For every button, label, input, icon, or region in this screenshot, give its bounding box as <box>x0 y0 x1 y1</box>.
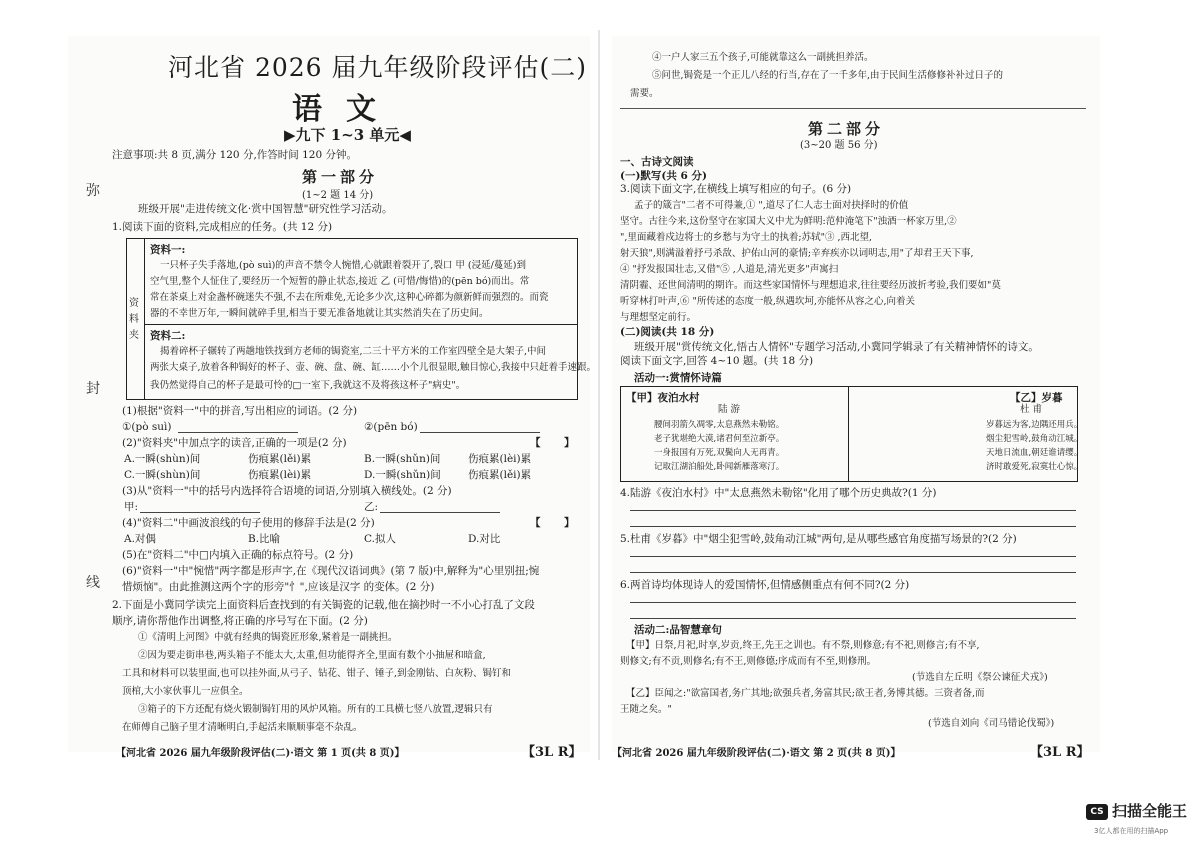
q1-1-stem: (1)根据"资料一"中的拼音,写出相应的词语。(2 分) <box>122 405 358 417</box>
q1-stem: 1.阅读下面的资料,完成相应的任务。(共 12 分) <box>112 221 333 233</box>
q2-item: ①《清明上河图》中就有经典的锔瓷匠形象,紧着是一副挑担。 <box>138 632 398 643</box>
material-2-line: 两张大桌子,放着各种锔好的杯子、壶、碗、盘、碗、缸……小个儿很显眼,触目惊心,我接中只赶着手速跟。 <box>150 362 597 373</box>
q2-item: 顶棺,大小家伙事儿一应俱全。 <box>122 686 249 697</box>
q3-line: 孟子的箴言"二者不可得兼,① ",道尽了仁人志士面对抉择时的价值 <box>634 200 909 211</box>
q1-1-b-answer-line[interactable] <box>420 432 540 433</box>
q5-stem: 5.杜甫《岁暮》中"烟尘犯雪岭,鼓角动江城"两句,是从哪些感官角度描写场景的?(2 分) <box>620 533 1017 545</box>
part-two-sub: (3~20 题 56 分) <box>800 140 878 151</box>
prose-b-line: 【乙】臣闻之:"欲富国者,务广其地;欲强兵者,务富其民;欲王者,务博其德。三资者备,而 <box>626 688 985 699</box>
poem-b-line: 岁暮远为客,边隅还用兵。 <box>986 420 1083 430</box>
unit-tag: ▶九下 1~3 单元◀ <box>284 126 411 144</box>
part-one-title: 第一部分 <box>302 168 379 186</box>
q2-item: 工具和材料可以装里面,也可以挂外面,从弓子、钻花、钳子、锤子,到金刚钻、白灰粉、锔钉和 <box>122 668 512 679</box>
material-1-line: 器的不幸世万年,一瞬间就碎手里,相当于要无准备地就让其实然消失在了历史间。 <box>150 308 489 319</box>
prose-a-line: 则修文;有不贡,则修名;有不王,则修德;序成而有不至,则修刑。 <box>620 656 877 667</box>
q5-answer-line[interactable] <box>630 572 1076 573</box>
prose-b-line: 王随之矣。" <box>620 704 672 715</box>
material-divider <box>144 324 577 325</box>
q3-line: 射天狼",则满溢着抒弓杀敌、护佑山河的豪情;辛弃疾亦以词明志,用"了却君王天下事, <box>620 248 974 259</box>
q1-6-stem: (6)"资料一"中"惋惜"两字都是形声字,在《现代汉语词典》(第 7 版)中,解释为"心里别扭;惋 <box>122 565 540 577</box>
material-2-line: 揭着碎杯子辗转了两趟地铁找到方老师的锔瓷室,二三十平方米的工作室四壁全是大架子,中间 <box>160 346 547 357</box>
section-classical-poetry: 一、古诗文阅读 <box>620 156 694 168</box>
poem-a-line: 一身报国有万死,双鬓向人无再青。 <box>654 448 785 458</box>
q1-3-stem: (3)从"资料一"中的括号内选择符合语境的词语,分别填入横线处。(2 分) <box>122 485 452 497</box>
q1-2-option: A.一瞬(shùn)间 <box>124 453 201 465</box>
camscanner-logo-icon: CS <box>1086 804 1108 820</box>
subsection-reading: (二)阅读(共 18 分) <box>620 326 715 338</box>
camscanner-tagline: 3亿人都在用的扫描App <box>1094 827 1169 835</box>
q4-answer-line[interactable] <box>630 526 1076 527</box>
poem-b-line: 济时敢爱死,寂寞壮心惊。 <box>986 462 1083 472</box>
page-fold <box>598 30 600 760</box>
q1-3-a-label: 甲: <box>124 501 139 513</box>
q4-answer-line[interactable] <box>630 510 1076 511</box>
q2-item: 在师傅自己脑子里才清晰明白,手起活来顺顺事毫不杂乱。 <box>122 722 363 733</box>
reading-intro: 班级开展"赏传统文化,悟古人情怀"专题学习活动,小冀同学辑录了有关精神情怀的诗文。 <box>634 341 1039 353</box>
q1-2-answer-bracket[interactable]: 【 】 <box>530 437 585 449</box>
q1-6-stem-cont: 惜烦恼"。由此推测这两个字的形旁"忄",应该是汉字 的变体。(2 分) <box>122 581 435 593</box>
reading-intro-cont: 阅读下面文字,回答 4~10 题。(共 18 分) <box>620 355 814 367</box>
poem-b-author: 杜 甫 <box>1020 404 1043 415</box>
q2-item-continued: ④一户人家三五个孩子,可能就靠这么一副挑担养活。 <box>652 52 874 63</box>
q5-answer-line[interactable] <box>630 556 1076 557</box>
q3-line: 与理想坚定前行。 <box>620 312 697 323</box>
q2-item-continued: ⑤问世,锔瓷是一个正儿八经的行当,存在了一千多年,由于民间生活修修补补过日子的 <box>652 70 1004 81</box>
folder-label: 资料夹 <box>129 298 139 341</box>
q1-2-option: 伤痕累(lěi)累 <box>248 453 312 465</box>
q1-2-stem: (2)"资料夹"中加点字的读音,正确的一项是(2 分) <box>122 437 347 449</box>
material-2-line: 我仍然觉得自己的杯子是最可怜的□一室下,我就这不及将孩这杯子"病史"。 <box>150 380 466 391</box>
q1-2-option: C.一瞬(shùn)间 <box>124 469 201 481</box>
q1-3-b-answer-line[interactable] <box>380 512 500 513</box>
material-1-line: 常在茶桌上对金盏杯碗迷失不强,不去在所难免,无论多少次,这种心碎都为颜新鲜而强烈的。而瓷 <box>150 292 549 303</box>
prose-a-line: 【甲】日祭,月祀,时享,岁贡,终王,先王之训也。有不祭,则修意;有不祀,则修言;有不享, <box>626 640 980 651</box>
q1-1-a-answer-line[interactable] <box>178 432 298 433</box>
activity-two-title: 活动二:品智慧章句 <box>634 624 722 636</box>
page-2-footer: 【河北省 2026 届九年级阶段评估(二)·语文 第 2 页(共 8 页)】 <box>612 748 901 759</box>
poem-b-heading: 【乙】岁暮 <box>1010 392 1063 404</box>
poem-b-line: 烟尘犯雪岭,鼓角动江城。 <box>986 434 1083 444</box>
poem-a-heading: 【甲】夜泊水村 <box>626 392 700 404</box>
camscanner-name: 扫描全能王 <box>1112 802 1188 820</box>
poem-a-line: 腰间羽箭久凋零,太息燕然未勒铭。 <box>654 420 785 430</box>
q2-item: ③箱子的下方还配有烧火锻制锔钉用的风炉风箱。所有的工具横七竖八放置,逻辑只有 <box>138 704 493 715</box>
activity-intro: 班级开展"走进传统文化·赏中国智慧"研究性学习活动。 <box>138 203 393 215</box>
poem-b-line: 天地日流血,朝廷谁请缨。 <box>986 448 1083 458</box>
material-1-line: 一只杯子失手落地,(pò suì)的声音不禁令人惋惜,心就跟着裂开了,裂口 甲 (浸延/蔓延)到 <box>160 260 526 271</box>
binding-char-line: 线 <box>86 575 100 591</box>
activity-one-title: 活动一:赏情怀诗篇 <box>634 372 722 384</box>
material-1-line: 空气里,整个人怔住了,要经历一个短暂的静止状态,接近 乙 (可惜/悔惜)的(pēn bó)而出。常 <box>150 276 530 287</box>
q1-2-option: 伤痕累(lèi)累 <box>248 469 312 481</box>
subsection-dictation: (一)默写(共 6 分) <box>620 170 707 182</box>
q1-1-a-label: ①(pò suì) <box>122 421 172 433</box>
q6-answer-line[interactable] <box>630 602 1076 603</box>
notice-text: 注意事项:共 8 页,满分 120 分,作答时间 120 分钟。 <box>112 149 358 161</box>
q1-5-stem: (5)在"资料二"中□内填入正确的标点符号。(2 分) <box>122 549 354 561</box>
part-two-title: 第二部分 <box>808 120 885 138</box>
q1-4-stem: (4)"资料二"中画波浪线的句子使用的修辞手法是(2 分) <box>122 517 375 529</box>
page-1-footer: 【河北省 2026 届九年级阶段评估(二)·语文 第 1 页(共 8 页)】 <box>116 748 405 759</box>
material-2-label: 资料二: <box>150 330 186 342</box>
q3-line: 坚守。古往今来,这份坚守在家国大义中尤为鲜明:范仲淹笔下"浊酒一杯家万里,② <box>620 216 957 227</box>
q1-4-option: D.对比 <box>468 533 501 545</box>
material-1-label: 资料一: <box>150 244 186 256</box>
poem-a-author: 陆 游 <box>718 404 741 415</box>
q2-item: ②因为要走街串巷,两头箱子不能太大,太重,但功能得齐全,里面有数个小抽屉和暗盒, <box>138 650 486 661</box>
q3-line: 清阴霾、还世间清明的期许。而这些家国情怀与理想追求,往往要经历波折考验,我们要如"莫 <box>620 280 1001 291</box>
q1-2-option: 伤痕累(lěi)累 <box>468 469 532 481</box>
prose-a-source: (节选自左丘明《祭公谏征犬戎》) <box>912 672 1048 683</box>
q3-line: 听穿林打叶声,⑥ "所传述的态度一般,纵遇坎坷,亦能怀从容之心,向着关 <box>620 296 915 307</box>
page-2-footer-tag: 【3L R】 <box>1030 745 1090 760</box>
q2-stem-cont: 顺序,请你帮他作出调整,将正确的序号写在下面。(2 分) <box>112 615 368 627</box>
q1-2-option: D.一瞬(shǔn)间 <box>364 469 441 481</box>
q6-answer-line[interactable] <box>630 618 1076 619</box>
q3-line: ④ "抒发报国壮志,又借"⑤ ,人道是,清光更多"声寓扫 <box>620 264 839 275</box>
subject-title: 语文 <box>292 92 400 127</box>
poem-a-line: 老子犹堪绝大漠,诸君何至泣新亭。 <box>654 434 785 444</box>
q1-1-b-label: ②(pēn bó) <box>364 421 418 433</box>
q3-stem: 3.阅读下面文字,在横线上填写相应的句子。(6 分) <box>620 183 852 195</box>
q1-4-option: C.拟人 <box>364 533 396 545</box>
poem-a-line: 记取江湖泊船处,卧闻新雁落寒汀。 <box>654 462 785 472</box>
q1-3-a-answer-line[interactable] <box>140 512 260 513</box>
q1-3-b-label: 乙: <box>364 501 379 513</box>
prose-b-source: (节选自刘向《司马错论伐蜀》) <box>928 718 1055 729</box>
binding-char-seal: 弥 <box>86 183 100 199</box>
q6-stem: 6.两首诗均体现诗人的爱国情怀,但情感侧重点有何不同?(2 分) <box>620 579 910 591</box>
q2-stem: 2.下面是小冀同学读完上面资料后查找到的有关锔瓷的记载,他在摘抄时一不小心打乱了文段 <box>112 599 535 611</box>
q1-4-answer-bracket[interactable]: 【 】 <box>530 517 585 529</box>
q2-item-continued: 需要。 <box>630 88 659 99</box>
q1-4-option: B.比喻 <box>248 533 281 545</box>
part-one-sub: (1~2 题 14 分) <box>302 190 374 201</box>
folder-divider <box>144 238 145 399</box>
q4-stem: 4.陆游《夜泊水村》中"太息燕然未勒铭"化用了哪个历史典故?(1 分) <box>620 487 937 499</box>
page-1-footer-tag: 【3L R】 <box>522 745 582 760</box>
section-rule <box>620 108 1086 109</box>
q1-2-option: 伤痕累(lèi)累 <box>468 453 532 465</box>
poem-table-divider <box>848 386 849 481</box>
q3-line: ",里面藏着戍边将士的乡愁与为守土的执着;苏轼"③ ,西北望, <box>620 232 873 243</box>
exam-title: 河北省 2026 届九年级阶段评估(二) <box>168 53 588 82</box>
q1-4-option: A.对偶 <box>124 533 156 545</box>
binding-char-feng: 封 <box>86 381 100 397</box>
q1-2-option: B.一瞬(shǔn)间 <box>364 453 441 465</box>
